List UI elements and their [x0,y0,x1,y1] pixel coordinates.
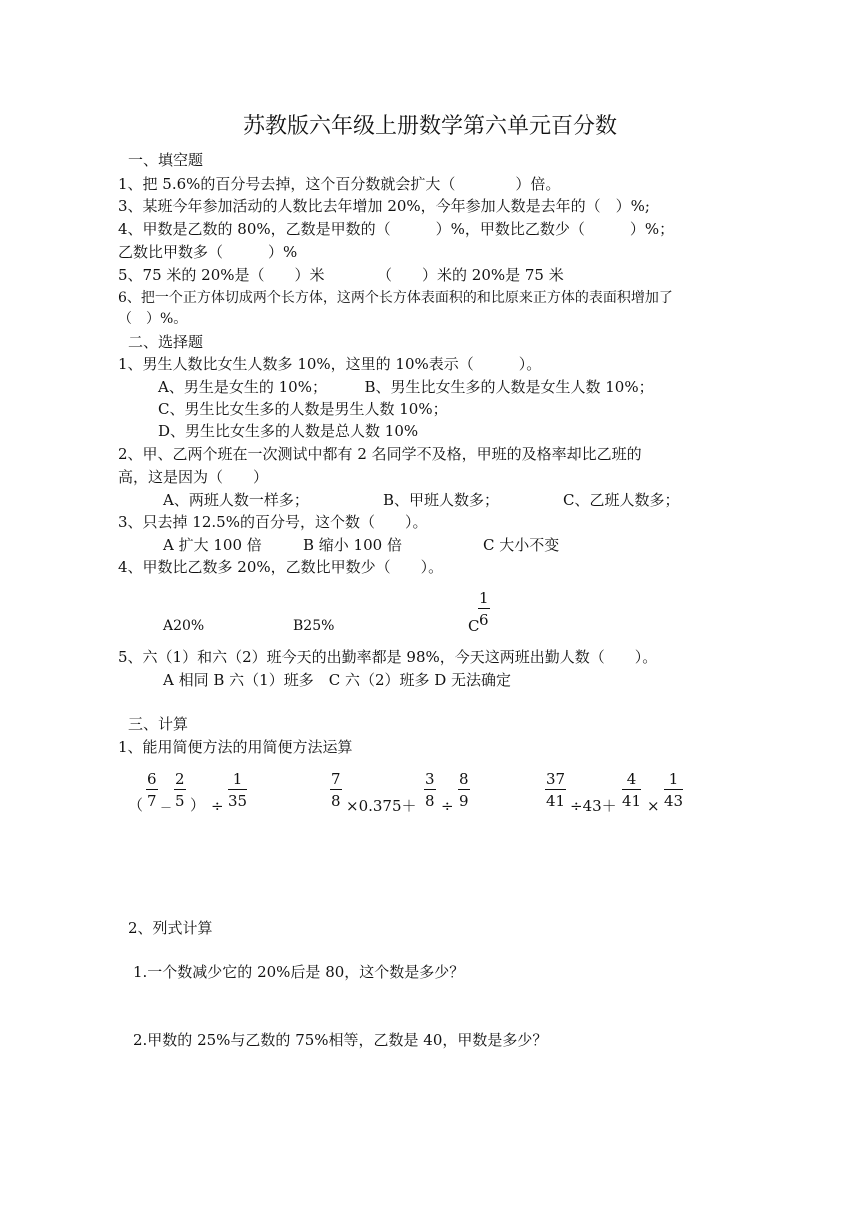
fraction-numerator: 1 [228,770,247,790]
fraction-numerator: 7 [331,770,341,788]
calc-subheading-simplify: 1、能用简便方法的用简便方法运算 [118,738,353,756]
section-heading-choice: 二、选择题 [128,333,204,351]
choice-question-1-option-c: C、男生比女生多的人数是男生人数 10%； [158,400,448,418]
fraction [146,770,158,810]
fill-question-1: 1、把 5.6%的百分号去掉，这个百分数就会扩大（ ）倍。 [118,175,561,193]
choice-question-3-option-b: B 缩小 100 倍 [303,536,402,554]
fraction [458,770,470,810]
choice-question-2-option-b: B、甲班人数多； [383,491,500,509]
word-problem-2: 2.甲数的 25%与乙数的 75%相等，乙数是 40，甲数是多少？ [133,1031,548,1049]
fraction-denominator: 9 [459,792,469,810]
fraction [174,770,186,810]
fraction-denominator: 8 [331,792,341,810]
fraction-one-sixth [478,589,490,629]
fraction-denominator: 8 [425,792,435,810]
choice-question-4-option-b: B25% [293,618,335,634]
section-heading-fill: 一、填空题 [128,151,204,169]
choice-question-2-option-c: C、乙班人数多； [563,491,680,509]
fraction-denominator: 6 [479,611,489,629]
choice-question-1: 1、男生人数比女生人数多 10%，这里的 10%表示（ ）。 [118,355,542,373]
choice-question-2-option-a: A、两班人数一样多； [163,491,309,509]
word-problem-1: 1.一个数减少它的 20%后是 80，这个数是多少？ [133,963,465,981]
fraction-denominator: 41 [622,792,642,810]
fraction-denominator: 5 [175,792,185,810]
section-heading-calc: 三、计算 [128,715,189,733]
choice-question-2-line1: 2、甲、乙两个班在一次测试中都有 2 名同学不及格，甲班的及格率却比乙班的 [118,445,642,463]
fill-question-6-line1: 6、把一个正方体切成两个长方体，这两个长方体表面积的和比原来正方体的表面积增加了 [118,290,673,306]
fraction-numerator: 3 [425,770,435,788]
page-title: 苏教版六年级上册数学第六单元百分数 [242,114,617,139]
fill-question-4-line1: 4、甲数是乙数的 80%，乙数是甲数的（ ）%，甲数比乙数少（ ）%； [118,220,675,238]
fraction-denominator: 35 [228,792,248,810]
fill-question-6-line2: （ ）%。 [118,311,188,327]
choice-question-4-option-c: C [468,617,480,635]
fill-question-4-line2: 乙数比甲数多（ ）% [118,243,298,261]
choice-question-4: 4、甲数比乙数多 20%，乙数比甲数少（ ）。 [118,558,444,576]
fraction [545,770,566,810]
choice-question-5-options: A 相同 B 六（1）班多 C 六（2）班多 D 无法确定 [163,671,512,689]
fraction [330,770,342,810]
fraction [424,770,436,810]
fraction-numerator: 1 [664,770,683,790]
right-paren: ） [190,796,206,814]
fraction-denominator: 43 [664,792,684,810]
left-paren: （ [128,796,144,814]
choice-question-3-option-c: C 大小不变 [483,536,560,554]
choice-question-3: 3、只去掉 12.5%的百分号，这个数（ ）。 [118,513,428,531]
fraction-numerator: 2 [175,770,185,788]
fill-question-5: 5、75 米的 20%是（ ）米 （ ）米的 20%是 75 米 [118,266,564,284]
fill-question-3: 3、某班今年参加活动的人数比去年增加 20%，今年参加人数是去年的（ ）%; [118,197,650,215]
choice-question-2-line2: 高，这是因为（ ） [118,468,269,486]
choice-question-3-option-a: A 扩大 100 倍 [163,536,262,554]
fraction-denominator: 41 [546,792,566,810]
choice-question-5: 5、六（1）和六（2）班今天的出勤率都是 98%，今天这两班出勤人数（ ）。 [118,648,658,666]
fraction-denominator: 7 [147,792,157,810]
times-and-plus: ×0.375＋ [346,797,417,815]
divide-sign: ÷ [441,797,454,815]
fraction-numerator: 8 [459,770,469,788]
minus-sign: － [160,801,173,815]
times-sign: × [647,797,660,815]
choice-question-1-options-ab: A、男生是女生的 10%； B、男生比女生多的人数是女生人数 10%； [158,378,654,396]
fraction [228,770,247,810]
fraction-numerator: 6 [147,770,157,788]
choice-question-1-option-d: D、男生比女生多的人数是总人数 10% [158,422,419,440]
divide-sign: ÷ [211,797,224,815]
divide-and-plus: ÷43＋ [570,797,617,815]
fraction-numerator: 37 [546,770,566,788]
fraction-numerator: 1 [479,589,489,607]
fraction-numerator: 4 [622,770,641,790]
choice-question-4-option-a: A20% [163,618,205,634]
calc-subheading-word-problems: 2、列式计算 [128,919,213,937]
fraction [664,770,683,810]
fraction [622,770,641,810]
